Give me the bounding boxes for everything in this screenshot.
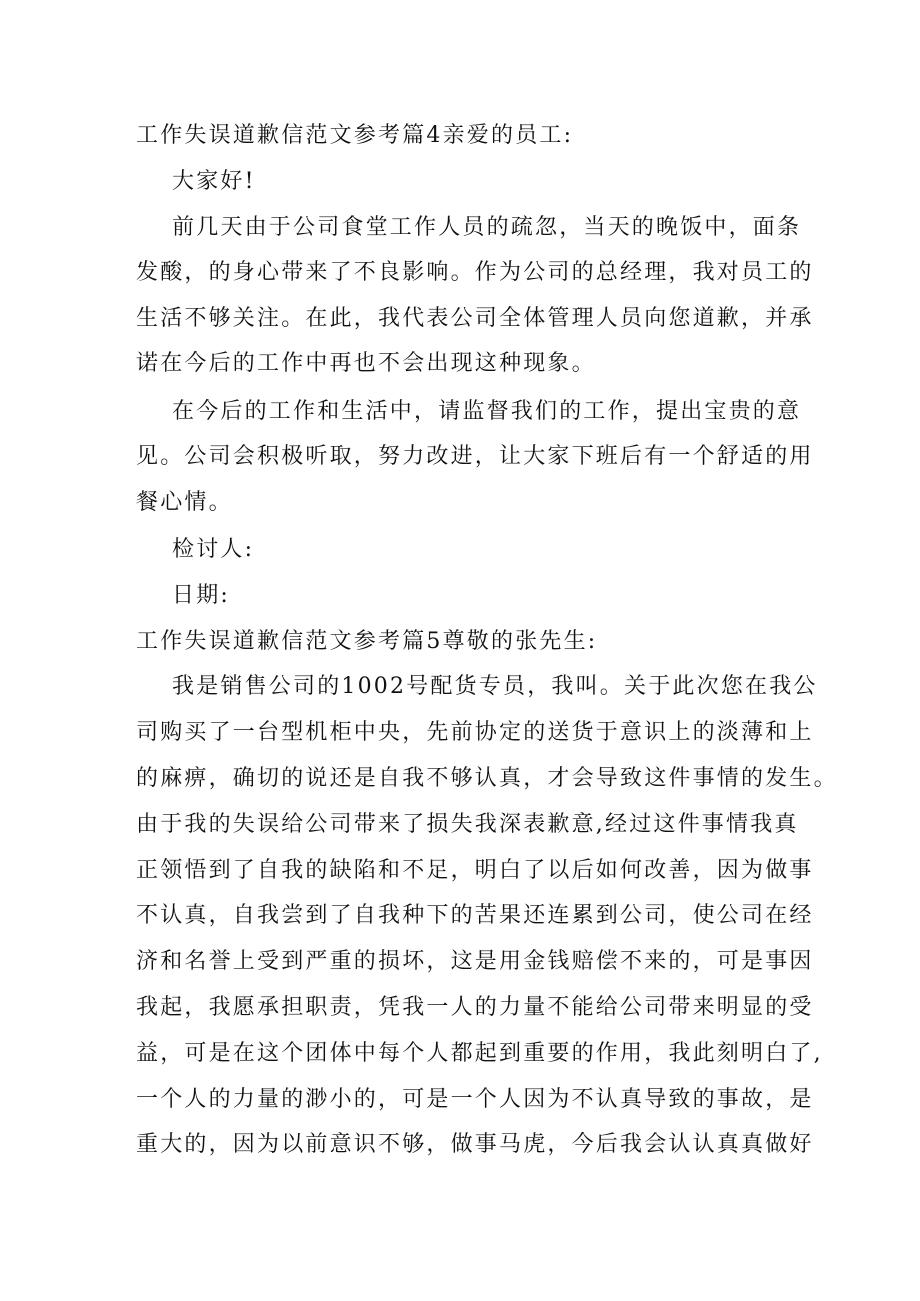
paragraph-line: 重大的，因为以前意识不够，做事马虎，今后我会认认真真做好 xyxy=(136,1132,814,1157)
paragraph-line: 见。公司会积极听取，努力改进，让大家下班后有一个舒适的用 xyxy=(136,444,814,469)
paragraph-line: 由于我的失误给公司带来了损失我深表歉意,经过这件事情我真 xyxy=(136,812,799,837)
paragraph-line: 在今后的工作和生活中，请监督我们的工作，提出宝贵的意 xyxy=(172,399,802,424)
paragraph-line: 发酸，的身心带来了不良影响。作为公司的总经理，我对员工的 xyxy=(136,260,814,285)
paragraph-line: 我起，我愿承担职责，凭我一人的力量不能给公司带来明显的受 xyxy=(136,995,814,1020)
paragraph-line: 生活不够关注。在此，我代表公司全体管理人员向您道歉，并承 xyxy=(136,306,814,331)
paragraph-line: 餐心情。 xyxy=(136,490,233,515)
section5-heading: 工作失误道歉信范文参考篇5尊敬的张先生: xyxy=(136,629,598,654)
paragraph-line: 司购买了一台型机柜中央，先前协定的送货于意识上的淡薄和上 xyxy=(136,720,814,745)
signer-label: 检讨人: xyxy=(172,537,255,562)
date-label: 日期: xyxy=(172,583,231,608)
greeting: 大家好! xyxy=(172,169,256,194)
paragraph-line: 我是销售公司的1002号配货专员，我叫。关于此次您在我公 xyxy=(172,674,818,699)
paragraph-line: 正领悟到了自我的缺陷和不足，明白了以后如何改善，因为做事 xyxy=(136,858,814,883)
paragraph-line: 益，可是在这个团体中每个人都起到重要的作用，我此刻明白了, xyxy=(136,1041,823,1066)
section4-heading: 工作失误道歉信范文参考篇4亲爱的员工: xyxy=(136,123,574,148)
paragraph-line: 一个人的力量的渺小的，可是一个人因为不认真导致的事故，是 xyxy=(136,1087,814,1112)
paragraph-line: 济和名誉上受到严重的损坏，这是用金钱赔偿不来的，可是事因 xyxy=(136,949,814,974)
paragraph-line: 的麻痹，确切的说还是自我不够认真，才会导致这件事情的发生。 xyxy=(136,766,838,791)
paragraph-line: 前几天由于公司食堂工作人员的疏忽，当天的晚饭中，面条 xyxy=(172,215,802,240)
paragraph-line: 诺在今后的工作中再也不会出现这种现象。 xyxy=(136,351,596,376)
paragraph-line: 不认真，自我尝到了自我种下的苦果还连累到公司，使公司在经 xyxy=(136,903,814,928)
